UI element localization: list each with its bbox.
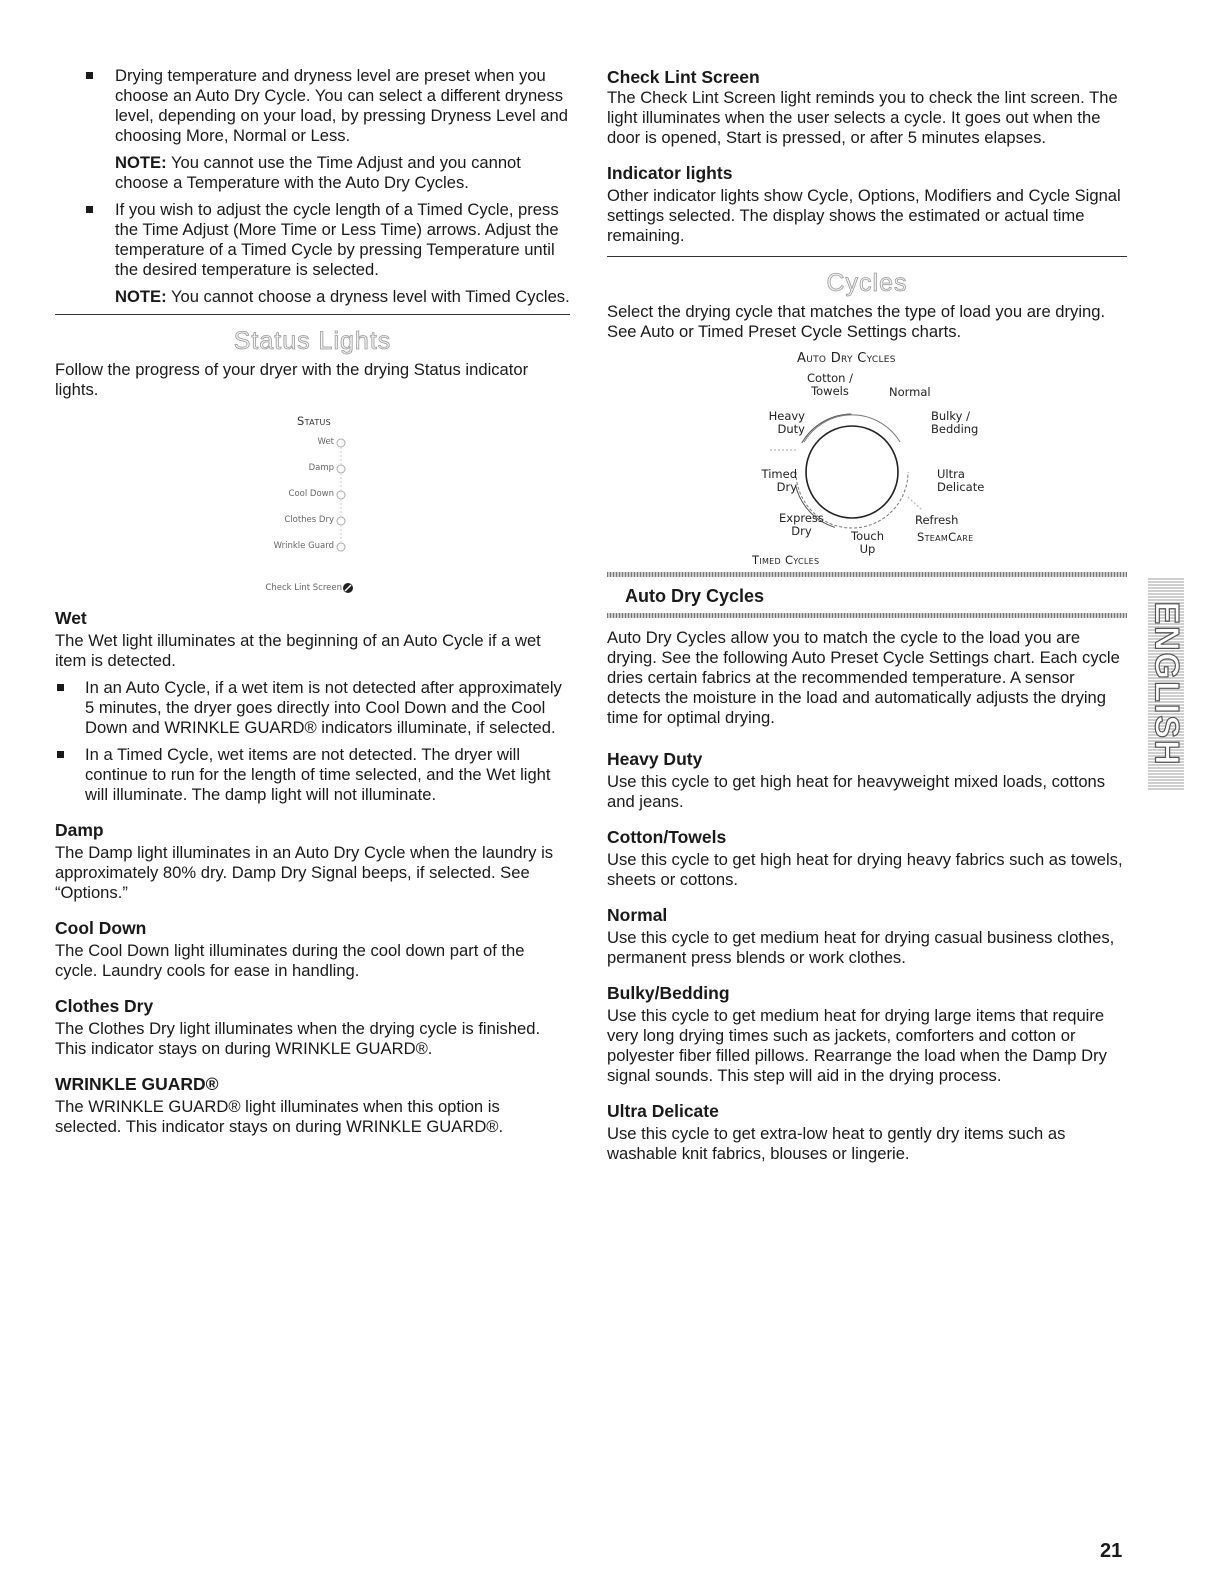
wrinkle-guard-heading: WRINKLE GUARD® xyxy=(55,1074,219,1094)
wrinkle-guard-text: The WRINKLE GUARD® light illuminates when this option is selected. This indicator stays on during WRINKLE GUARD®. xyxy=(55,1097,504,1136)
auto-dry-cycles-label: Auto Dry Cycles xyxy=(797,351,896,366)
led-damp xyxy=(337,465,345,473)
section-divider xyxy=(607,256,1127,257)
ultra-delicate-heading: Ultra Delicate xyxy=(607,1101,719,1121)
banner-stripe-bottom xyxy=(607,613,1127,618)
indicator-text: Other indicator lights show Cycle, Options, Modifiers and Cycle Signal settings selected. The display shows the estimated or actual time remaining. xyxy=(607,186,1121,245)
cycle-dial-figure xyxy=(607,342,1127,567)
dial-normal: Normal xyxy=(889,385,931,399)
cool-down-heading: Cool Down xyxy=(55,918,147,938)
heavy-duty-text: Use this cycle to get high heat for heavyweight mixed loads, cottons and jeans. xyxy=(607,772,1106,811)
dial-express-dry: Express Dry xyxy=(779,511,824,538)
cycles-title: Cycles xyxy=(826,269,908,297)
dial-touch-up: Touch Up xyxy=(851,529,885,556)
cotton-towels-heading: Cotton/Towels xyxy=(607,827,727,847)
check-lint-heading: Check Lint Screen xyxy=(607,67,760,87)
banner-stripe-top xyxy=(607,572,1127,577)
status-wrinkle-guard: Wrinkle Guard xyxy=(273,541,334,551)
bulky-text: Use this cycle to get medium heat for drying large items that require very long drying times such as jackets, comforters and cotton or polyester fiber filled pillows. Rearrange the load when the Damp Dry signal sounds. This step will aid in the drying process. xyxy=(607,1006,1107,1085)
cool-down-text: The Cool Down light illuminates during the cool down part of the cycle. Laundry cools for ease in handling. xyxy=(55,941,525,980)
wet-bullet-auto: In an Auto Cycle, if a wet item is not detected after approximately 5 minutes, the dryer goes directly into Cool Down and the Cool Down and WRINKLE GUARD® indicators illuminate, if selected. xyxy=(55,678,570,738)
bullet-timed-adjust: If you wish to adjust the cycle length of a Timed Cycle, press the Time Adjust (More Time or Less Time) arrows. Adjust the temperature of a Timed Cycle by pressing Temperature until the desired temperature is selected. xyxy=(55,200,570,280)
damp-heading: Damp xyxy=(55,820,104,840)
cool-down-section xyxy=(55,917,570,981)
normal-text: Use this cycle to get medium heat for drying casual business clothes, permanent press blends or work clothes. xyxy=(607,928,1115,967)
indicator-section xyxy=(607,162,1127,246)
dial-heavy-duty: Heavy Duty xyxy=(768,409,805,436)
ultra-delicate-section xyxy=(607,1100,1127,1164)
status-cool-down: Cool Down xyxy=(288,489,334,499)
status-wet: Wet xyxy=(317,437,334,447)
auto-dry-heading: Auto Dry Cycles xyxy=(625,586,765,606)
clothes-dry-text: The Clothes Dry light illuminates when the drying cycle is finished. This indicator stays on during WRINKLE GUARD®. xyxy=(55,1019,541,1058)
cycles-intro: Select the drying cycle that matches the type of load you are drying. See Auto or Timed Preset Cycle Settings charts. xyxy=(607,302,1106,341)
wrinkle-guard-section xyxy=(55,1073,570,1137)
note-time-adjust: NOTE: You cannot use the Time Adjust and you cannot choose a Temperature with the Auto Dry Cycles. xyxy=(115,153,521,192)
check-lint-icon xyxy=(342,582,354,594)
auto-dry-text: Auto Dry Cycles allow you to match the cycle to the load you are drying. See the following Auto Preset Cycle Settings chart. Each cycle dries certain fabrics at the recommended temperature. A sensor detects the moisture in the load and automatically adjusts the drying time for optimal drying. xyxy=(607,628,1120,727)
left-column xyxy=(55,66,570,1137)
knob-inner-ring xyxy=(806,426,898,518)
wet-section xyxy=(55,607,570,805)
status-figure xyxy=(55,400,570,595)
note-dryness: NOTE: You cannot choose a dryness level with Timed Cycles. xyxy=(115,287,570,306)
dial-steamcare: SteamCare xyxy=(917,530,974,544)
damp-text: The Damp light illuminates in an Auto Dry Cycle when the laundry is approximately 80% dry. Damp Dry Signal beeps, if selected. See “Options.” xyxy=(55,843,554,902)
status-check-lint: Check Lint Screen xyxy=(265,583,342,593)
bulky-heading: Bulky/Bedding xyxy=(607,983,730,1003)
status-clothes-dry: Clothes Dry xyxy=(284,515,334,525)
dial-bulky-bedding: Bulky / Bedding xyxy=(931,409,979,436)
check-lint-text: The Check Lint Screen light reminds you to check the lint screen. The light illuminates when the user selects a cycle. It goes out when the door is opened, Start is pressed, or after 5 minutes elapses. xyxy=(607,88,1118,147)
page-number: 21 xyxy=(1100,1540,1123,1562)
dial-refresh: Refresh xyxy=(915,513,959,527)
bulky-section xyxy=(607,982,1127,1086)
led-wrinkle-guard xyxy=(337,543,345,551)
wet-text: The Wet light illuminates at the beginning of an Auto Cycle if a wet item is detected. xyxy=(55,631,541,670)
dial-timed-dry: Timed Dry xyxy=(761,467,797,494)
wet-heading: Wet xyxy=(55,608,87,628)
cotton-towels-text: Use this cycle to get high heat for drying heavy fabrics such as towels, sheets or cottons. xyxy=(607,850,1123,889)
dial-ultra-delicate: Ultra Delicate xyxy=(937,467,985,494)
language-side-tab: ENGLISH xyxy=(1148,578,1184,790)
section-divider xyxy=(55,314,570,315)
timed-cycles-label: Timed Cycles xyxy=(752,553,820,567)
right-column xyxy=(607,66,1127,1164)
clothes-dry-heading: Clothes Dry xyxy=(55,996,154,1016)
wet-bullet-timed: In a Timed Cycle, wet items are not detected. The dryer will continue to run for the length of time selected, and the Wet light will illuminate. The damp light will not illuminate. xyxy=(55,745,570,805)
cotton-towels-section xyxy=(607,826,1127,890)
bullet-preset: Drying temperature and dryness level are preset when you choose an Auto Dry Cycle. You can select a different dryness level, depending on your load, by pressing Dryness Level and choosing More, Normal or Less. xyxy=(55,66,570,146)
dial-cotton-towels: Cotton / Towels xyxy=(807,371,853,398)
status-intro: Follow the progress of your dryer with the drying Status indicator lights. xyxy=(55,360,529,399)
status-led-column xyxy=(335,436,349,558)
status-heading: Status xyxy=(297,414,332,428)
heavy-duty-heading: Heavy Duty xyxy=(607,749,703,769)
led-cool-down xyxy=(337,491,345,499)
led-clothes-dry xyxy=(337,517,345,525)
clothes-dry-section xyxy=(55,995,570,1059)
normal-section xyxy=(607,904,1127,968)
status-lights-title: Status Lights xyxy=(233,327,392,355)
damp-section xyxy=(55,819,570,903)
normal-heading: Normal xyxy=(607,905,668,925)
auto-dry-banner xyxy=(607,572,1127,614)
check-lint-section xyxy=(607,66,1127,148)
status-damp: Damp xyxy=(308,463,334,473)
heavy-duty-section xyxy=(607,748,1127,812)
led-wet xyxy=(337,439,345,447)
ultra-delicate-text: Use this cycle to get extra-low heat to gently dry items such as washable knit fabrics, blouses or lingerie. xyxy=(607,1124,1066,1163)
indicator-heading: Indicator lights xyxy=(607,163,733,183)
